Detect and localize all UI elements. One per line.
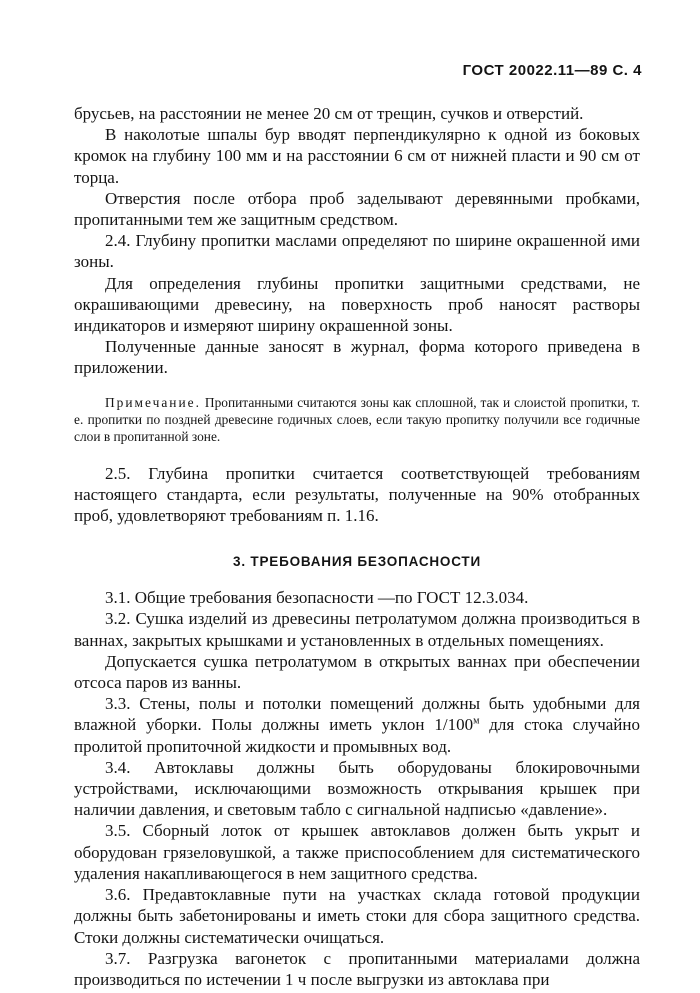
paragraph: В наколотые шпалы бур вводят перпендикулярно к одной из боковых кромок на глубину 100 мм и на расстоянии 6 см от нижней пласти и 90 см от торца.: [74, 125, 640, 187]
paragraph-3-5: 3.5. Сборный лоток от крышек автоклавов должен быть укрыт и оборудован грязеловушкой, а также приспособлением для систематического удаления накапливающегося в нем защитного средства.: [74, 821, 640, 883]
paragraph: Полученные данные заносят в журнал, форма которого приведена в приложении.: [74, 337, 640, 378]
note-lead: Примечание.: [105, 394, 201, 410]
paragraph-3-3-part2: для стока случайно пролитой пропиточной жидкости и промывных вод.: [74, 715, 640, 756]
paragraph-3-2: 3.2. Сушка изделий из древесины петролатумом должна производиться в ваннах, закрытых крышками и установленных в отдельных помещениях.: [74, 609, 640, 650]
superscript-unit: м: [473, 715, 480, 727]
paragraph: Для определения глубины пропитки защитными средствами, не окрашивающими древесину, на поверхность проб наносят растворы индикаторов и измеряют ширину окрашенной зоны.: [74, 273, 640, 336]
document-body: [74, 103, 640, 990]
paragraph-3-3-part1: 3.3. Стены, полы и потолки помещений должны быть удобными для влажной уборки. Полы должны иметь уклон 1/100: [74, 694, 640, 735]
note-text: Пропитанными считаются зоны как сплошной, так и слоистой пропитки, т. е. пропитки по поздней древесине годичных слоев, если такую пропитку получили все годичные слои в пропитанной зоне.: [74, 394, 640, 444]
paragraph-3-6: 3.6. Предавтоклавные пути на участках склада готовой продукции должны быть забетонированы и иметь стоки для сбора защитного средства. Стоки должны систематически очищаться.: [74, 885, 640, 947]
section-title: 3. ТРЕБОВАНИЯ БЕЗОПАСНОСТИ: [233, 554, 481, 570]
paragraph: Допускается сушка петролатумом в открытых ваннах при обеспечении отсоса паров из ванны.: [74, 651, 640, 693]
paragraph-3-1: 3.1. Общие требования безопасности —по ГОСТ 12.3.034.: [105, 588, 529, 608]
paragraph: брусьев, на расстоянии не менее 20 см от трещин, сучков и отверстий.: [74, 104, 584, 123]
paragraph-3-4: 3.4. Автоклавы должны быть оборудованы блокировочными устройствами, исключающими возможность открывания крышек при наличии давления, и световым табло с сигнальной надписью «давление».: [74, 757, 640, 820]
note-block: [74, 394, 640, 445]
paragraph: Отверстия после отбора проб заделывают деревянными пробками, пропитанными тем же защитным средством.: [74, 188, 640, 230]
paragraph-2-5: 2.5. Глубина пропитки считается соответствующей требованиям настоящего стандарта, если результаты, полученные на 90% отобранных проб, удовлетворяют требованиям п. 1.16.: [74, 463, 640, 526]
page-header-doc-ref: ГОСТ 20022.11—89 С. 4: [462, 62, 642, 79]
paragraph-3-7: 3.7. Разгрузка вагонеток с пропитанными материалами должна производиться по истечении 1 ч после выгрузки из автоклава при: [74, 948, 640, 989]
paragraph-2-4: 2.4. Глубину пропитки маслами определяют по ширине окрашенной ими зоны.: [74, 231, 640, 272]
paragraph-3-3: [74, 693, 640, 757]
